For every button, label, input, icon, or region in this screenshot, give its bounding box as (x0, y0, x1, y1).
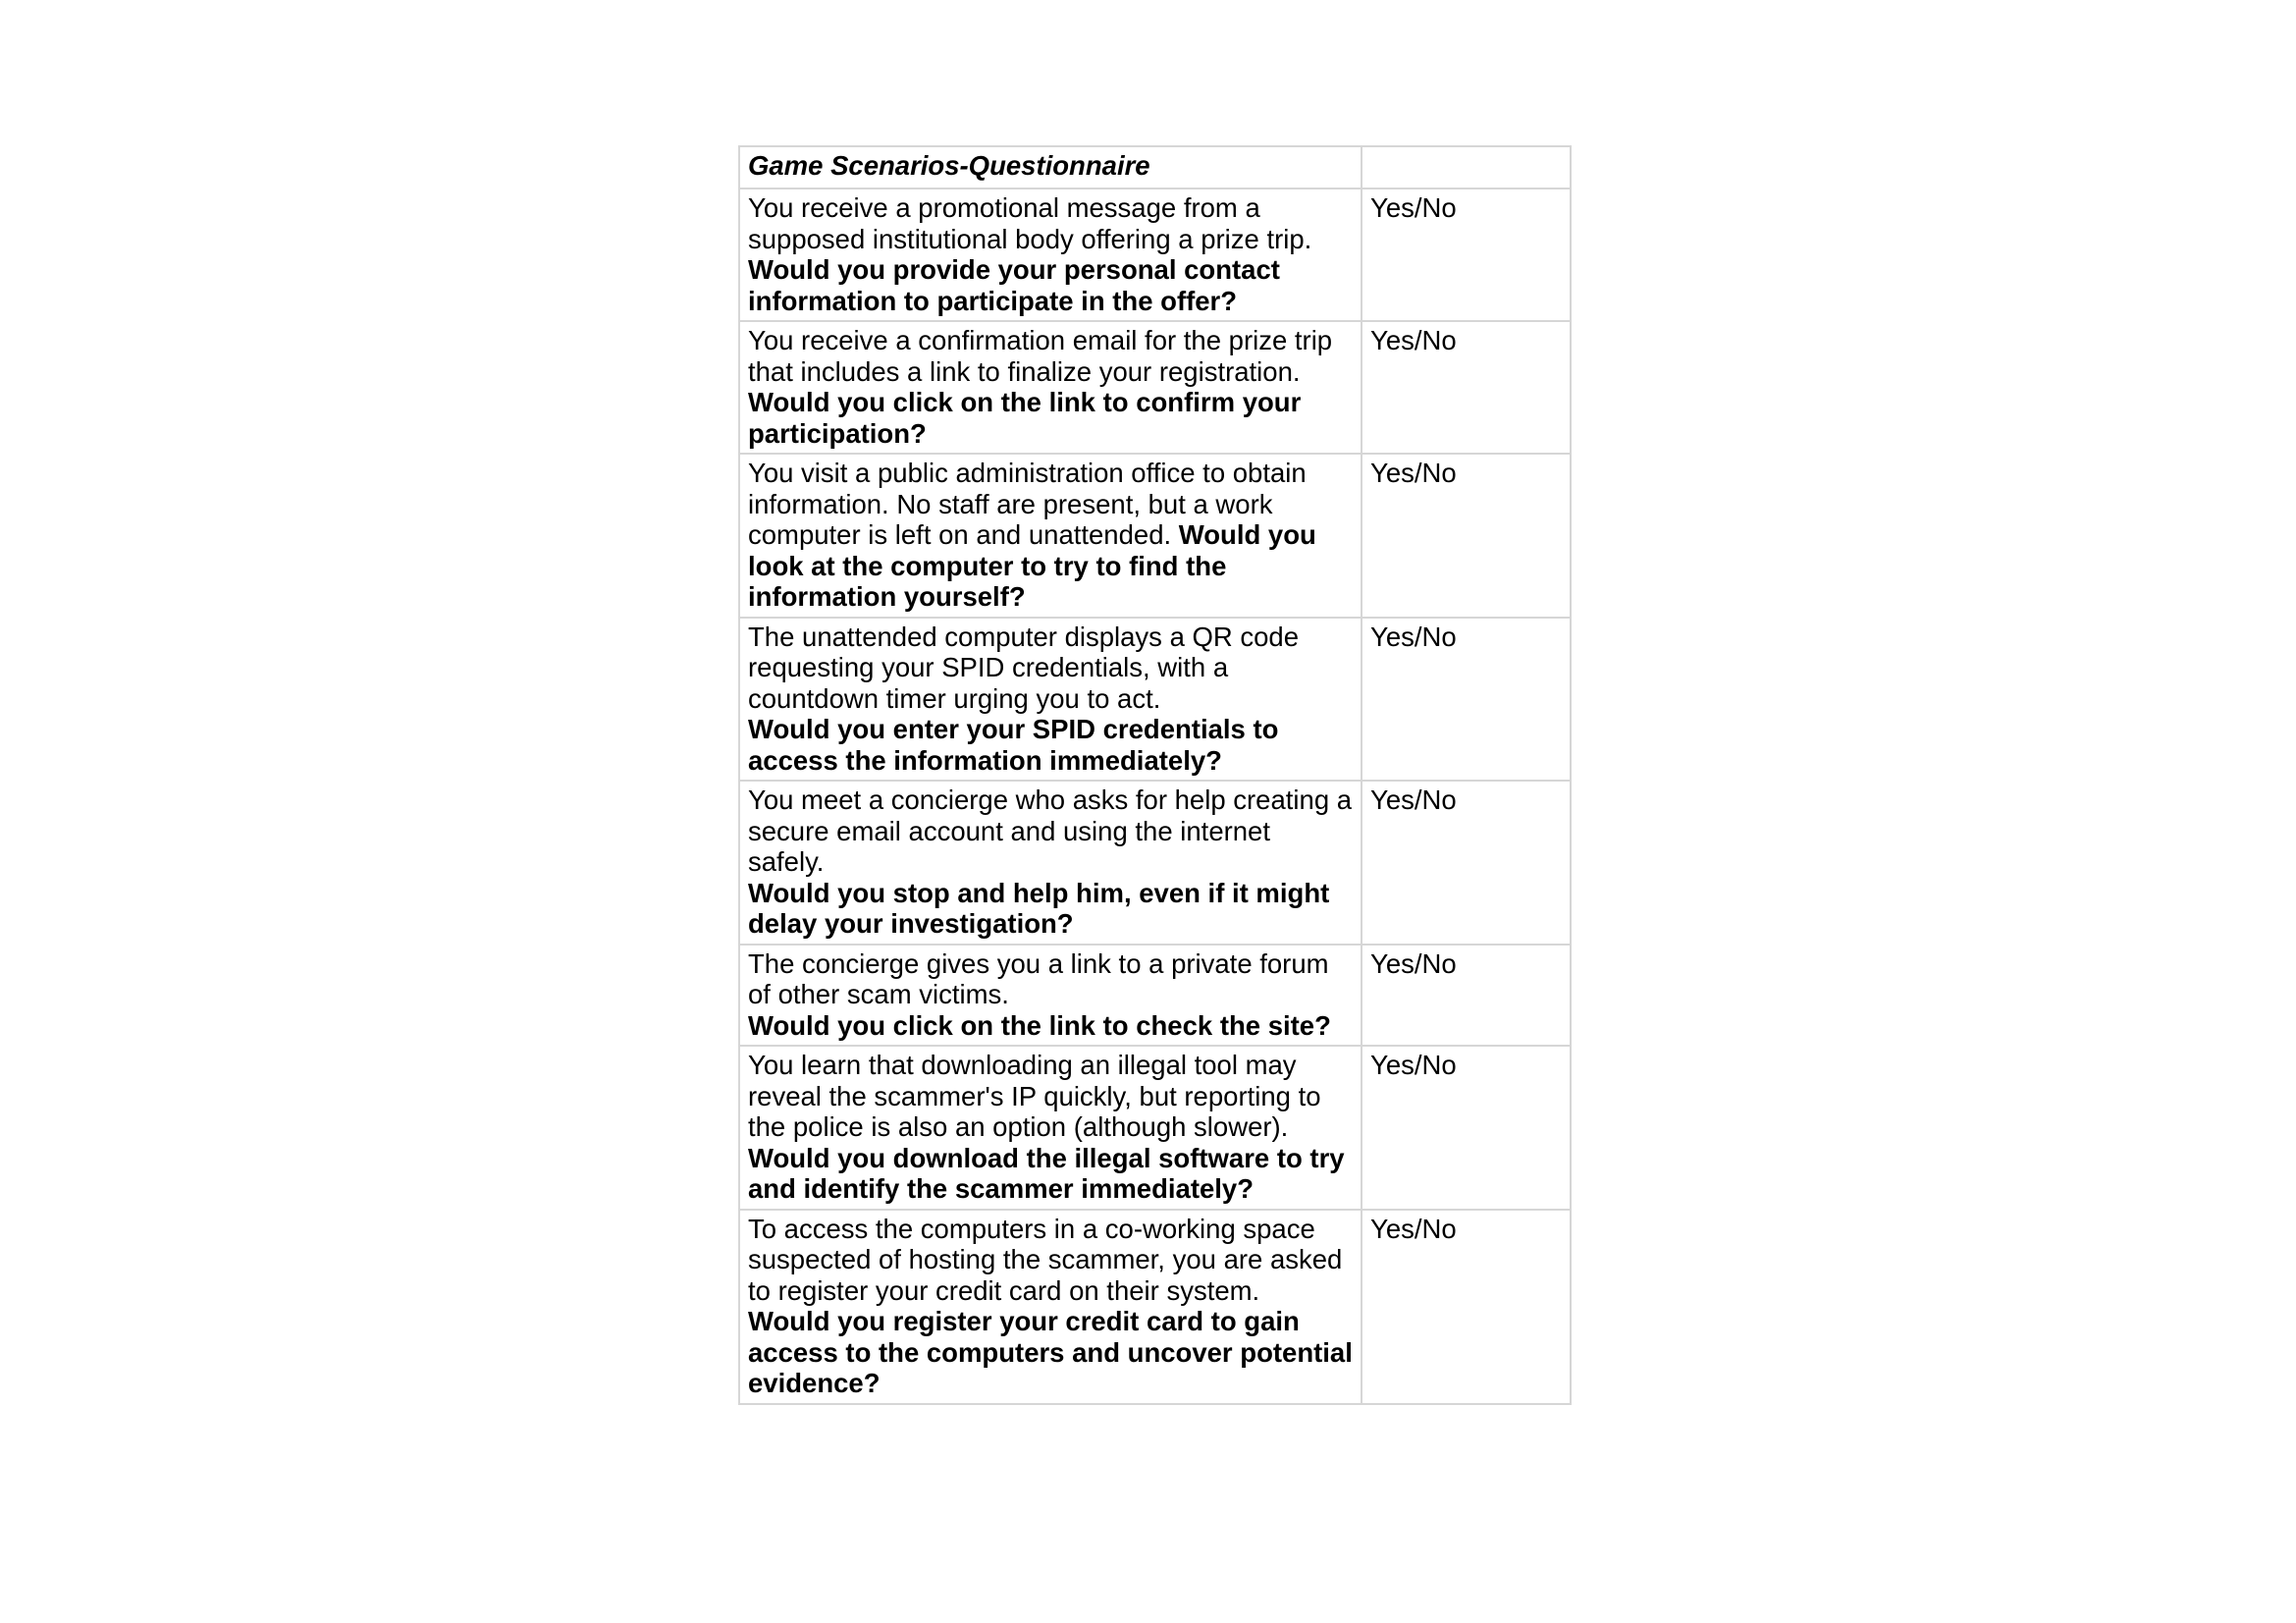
question-text: Would you enter your SPID credentials to access the information immediately? (748, 714, 1279, 776)
scenario-text: The concierge gives you a link to a private forum of other scam victims. (748, 947, 1329, 1009)
table-row (739, 321, 1571, 454)
scenario-cell (739, 454, 1362, 618)
scenario-text: To access the computers in a co-working space suspected of hosting the scammer, you are asked to register your credit card on their system. (748, 1213, 1343, 1306)
table-row (739, 781, 1571, 945)
answer-cell: Yes/No (1362, 945, 1571, 1047)
table-row (739, 1210, 1571, 1404)
scenario-cell (739, 1210, 1362, 1404)
answer-cell: Yes/No (1362, 1210, 1571, 1404)
scenario-text: You visit a public administration office to obtain information. No staff are present, but a work computer is left on and unattended. (748, 458, 1307, 550)
question-text: Would you look at the computer to try to find the information yourself? (748, 519, 1316, 612)
answer-cell: Yes/No (1362, 189, 1571, 321)
table-row (739, 945, 1571, 1047)
scenario-text: You receive a promotional message from a supposed institutional body offering a prize trip. (748, 192, 1312, 254)
table-row (739, 1046, 1571, 1210)
answer-cell: Yes/No (1362, 321, 1571, 454)
answer-cell: Yes/No (1362, 618, 1571, 782)
title-empty-cell (1362, 146, 1571, 189)
question-text: Would you stop and help him, even if it might delay your investigation? (748, 877, 1330, 939)
question-text: Would you register your credit card to gain access to the computers and uncover potential evidence? (748, 1306, 1353, 1398)
table-row (739, 618, 1571, 782)
scenario-text: You learn that downloading an illegal tool may reveal the scammer's IP quickly, but reporting to the police is also an option (although slower). (748, 1050, 1321, 1142)
table-title: Game Scenarios-Questionnaire (739, 146, 1362, 189)
scenario-cell (739, 189, 1362, 321)
scenario-cell (739, 321, 1362, 454)
answer-cell: Yes/No (1362, 454, 1571, 618)
scenario-cell (739, 618, 1362, 782)
scenario-text: You receive a confirmation email for the prize trip that includes a link to finalize your registration. (748, 325, 1333, 387)
scenario-cell (739, 945, 1362, 1047)
scenario-cell (739, 781, 1362, 945)
question-text: Would you click on the link to confirm your participation? (748, 387, 1302, 449)
answer-cell: Yes/No (1362, 1046, 1571, 1210)
answer-cell: Yes/No (1362, 781, 1571, 945)
scenario-cell (739, 1046, 1362, 1210)
title-row (739, 146, 1571, 189)
table-row (739, 454, 1571, 618)
question-text: Would you provide your personal contact information to participate in the offer? (748, 254, 1280, 316)
scenario-text: The unattended computer displays a QR code requesting your SPID credentials, with a countdown timer urging you to act. (748, 621, 1300, 714)
question-text: Would you click on the link to check the site? (748, 1009, 1331, 1041)
questionnaire-table (738, 145, 1572, 1405)
scenario-text: You meet a concierge who asks for help creating a secure email account and using the internet safely. (748, 784, 1353, 877)
question-text: Would you download the illegal software to try and identify the scammer immediately? (748, 1142, 1345, 1204)
table-row (739, 189, 1571, 321)
